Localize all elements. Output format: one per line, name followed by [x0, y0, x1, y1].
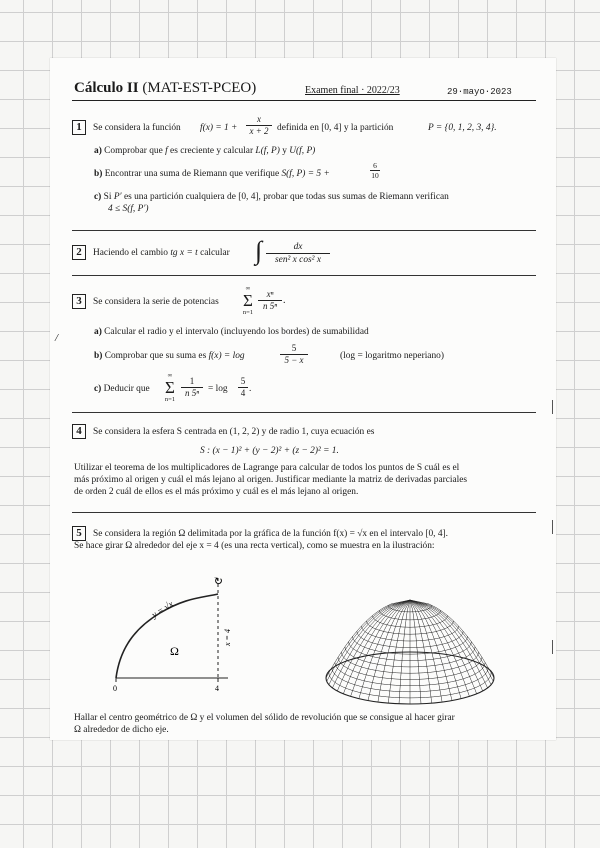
- problem-1a: a) Comprobar que f es creciente y calcular L(f, P) y U(f, P): [94, 146, 316, 156]
- problem-3b-fraction: 5 5 − x: [280, 343, 308, 366]
- problem-3-series-term: xⁿ n 5ⁿ: [258, 289, 282, 312]
- problem-5-closing-line-2: Ω alrededor de dicho eje.: [74, 725, 169, 735]
- problem-1c: c) Si P′ es una partición cualquiera de [0, 4], probar que todas sus sumas de Riemann verifican: [94, 192, 449, 202]
- problem-1-intro: Se considera la función: [93, 123, 181, 133]
- problem-2-integrand: dx sen² x cos² x: [266, 241, 330, 266]
- problem-1-function-fraction: [246, 114, 272, 137]
- problem-1c-inequality: 4 ≤ S(f, P′): [108, 204, 149, 214]
- separator-1: [72, 230, 536, 231]
- problem-4-text: Se considera la esfera S centrada en (1, 2, 2) y de radio 1, cuya ecuación es: [93, 427, 375, 437]
- dome-meridian: [359, 600, 410, 699]
- problem-1-fraction-num: x: [257, 114, 261, 124]
- rotation-arrow-icon: ↻: [213, 574, 224, 588]
- problem-2-text: Haciendo el cambio tg x = t calcular: [93, 248, 230, 258]
- header-rule: [72, 100, 536, 101]
- problem-3c-equals: = log: [208, 384, 228, 394]
- tick-label-4: 4: [215, 684, 219, 693]
- problem-1-fraction-den: x + 2: [246, 125, 272, 137]
- problem-3-text: Se considera la serie de potencias: [93, 297, 219, 307]
- solid-of-revolution-figure: [320, 594, 510, 710]
- separator-2: [72, 275, 536, 276]
- problem-1-function-lhs: f(x) = 1 +: [200, 123, 238, 133]
- exam-sheet: Cálculo II (MAT-EST-PCEO) Examen final · 2022/23 29·mayo·2023 1 Se considera la función f(x) = 1 + $\frac{x}{x + 2}$ definida en [0, 4] y la partición P = {0, 1, 2, 3, 4}. a) Comprobar que f es creciente y calcular L(f, P) y U(f, P) b) Encontrar una suma de Riemann que verifique S(f, P) = 5 + 6 10 c) Si P′ es una partición cualquiera de [0, 4], probar que todas sus sumas de Riemann verifican 4 ≤ S(f, P′) 2 Haciendo el cambio tg x = t calcular ∫ dx sen² x cos² x 3 Se considera la serie de potencias ∞ Σ n=1 xⁿ n 5ⁿ . / a) Calcular el radio y el intervalo (incluyendo los bordes) de sumabilidad b) Comprobar que su suma es f(x) = log 5 5 − x (log = logaritmo neperiano) c) Deducir que ∞ Σ n=1 1 n 5ⁿ = log 5 4 . 4 Se considera la esfera S centrada en (1, 2, 2) y de radio 1, cuya ecuación es S : (x − 1)² + (y − 2)² + (z − 2)² = 1. Utilizar el teorema de los multiplicadores de Lagrange para calcular de todos los puntos de S cuál es el más próximo al origen y cuál el más lejano al origen. Justificar mediante la matriz de derivadas parciales de orden 2 cuál de ellos es el más próximo y cuál es el más lejano al origen. 5 Se considera la región Ω delimitada por la gráfica de la función f(x) = √x en el intervalo [0, 4]. Se hace girar Ω alrededor del eje x = 4 (es una recta vertical), como se muestra en la ilustración: 0 4 y = √x Ω x = 4 ↻ Hallar el centro geométrico de Ω y el volumen del sólido de revolución que se consigue al hacer girar Ω alrededor de dicho eje.: [50, 58, 556, 740]
- problem-4-number: 4: [72, 424, 86, 439]
- problem-3-series-sum: ∞ Σ n=1: [242, 285, 254, 316]
- problem-1-partition: P = {0, 1, 2, 3, 4}.: [428, 123, 497, 133]
- dome-meridian: [332, 600, 410, 688]
- problem-1-domain: definida en [0, 4] y la partición: [277, 123, 394, 133]
- dome-meridian: [351, 600, 410, 696]
- problem-4-para-line-2: más próximo al origen y cuál el más lejano al origen. Justificar mediante la matriz de derivadas parciales: [74, 475, 468, 485]
- sheet-edge-mark: [552, 520, 553, 534]
- problem-1b: b) Encontrar una suma de Riemann que verifique S(f, P) = 5 +: [94, 169, 330, 179]
- dome-meridian: [410, 600, 488, 688]
- axis-label: x = 4: [223, 629, 232, 646]
- tick-label-0: 0: [113, 684, 117, 693]
- problem-4-para-line-1: Utilizar el teorema de los multiplicadores de Lagrange para calcular de todos los puntos de S cuál es el: [74, 463, 460, 473]
- exam-subtitle: Examen final · 2022/23: [305, 85, 400, 96]
- dome-meridian: [410, 600, 469, 696]
- exam-title: Cálculo II (MAT-EST-PCEO): [74, 80, 257, 96]
- dome-meridian: [410, 600, 461, 699]
- margin-pen-mark: /: [55, 332, 59, 344]
- curve-label: y = √x: [149, 598, 176, 620]
- sheet-edge-mark: [552, 640, 553, 654]
- problem-1-number: 1: [72, 120, 86, 135]
- problem-1b-fraction: 6 10: [371, 161, 379, 180]
- problem-3a: a) Calcular el radio y el intervalo (incluyendo los bordes) de sumabilidad: [94, 327, 369, 337]
- problem-3c-fraction-2: 5 4: [238, 376, 248, 399]
- region-omega-figure: [90, 558, 240, 693]
- integral-sign: ∫: [255, 236, 263, 265]
- problem-5-line-1: Se considera la región Ω delimitada por la gráfica de la función f(x) = √x en el intervalo [0, 4].: [93, 529, 449, 539]
- problem-5-line-2: Se hace girar Ω alrededor del eje x = 4 (es una recta vertical), como se muestra en la ilustración:: [74, 541, 435, 551]
- problem-5-closing-line-1: Hallar el centro geométrico de Ω y el volumen del sólido de revolución que se consigue al hacer girar: [74, 713, 455, 723]
- problem-3c-fraction: 1 n 5ⁿ: [181, 376, 203, 399]
- dome-meridian: [410, 600, 442, 702]
- dome-meridian: [378, 600, 410, 702]
- problem-3b-note: (log = logaritmo neperiano): [340, 351, 444, 361]
- problem-5-number: 5: [72, 526, 86, 541]
- problem-4-equation: S : (x − 1)² + (y − 2)² + (z − 2)² = 1.: [200, 446, 339, 456]
- problem-3c: c) Deducir que: [94, 384, 150, 394]
- problem-3-number: 3: [72, 294, 86, 309]
- exam-date: 29·mayo·2023: [447, 87, 512, 97]
- sheet-edge-mark: [552, 400, 553, 414]
- problem-3c-sum: ∞ Σ n=1: [164, 372, 176, 403]
- problem-3b: b) Comprobar que su suma es f(x) = log: [94, 351, 245, 361]
- problem-4-para-line-3: de orden 2 cuál de ellos es el más próximo y cuál es el más lejano al origen.: [74, 487, 359, 497]
- separator-4: [72, 512, 536, 513]
- region-label: Ω: [170, 644, 179, 658]
- separator-3: [72, 412, 536, 413]
- problem-2-number: 2: [72, 245, 86, 260]
